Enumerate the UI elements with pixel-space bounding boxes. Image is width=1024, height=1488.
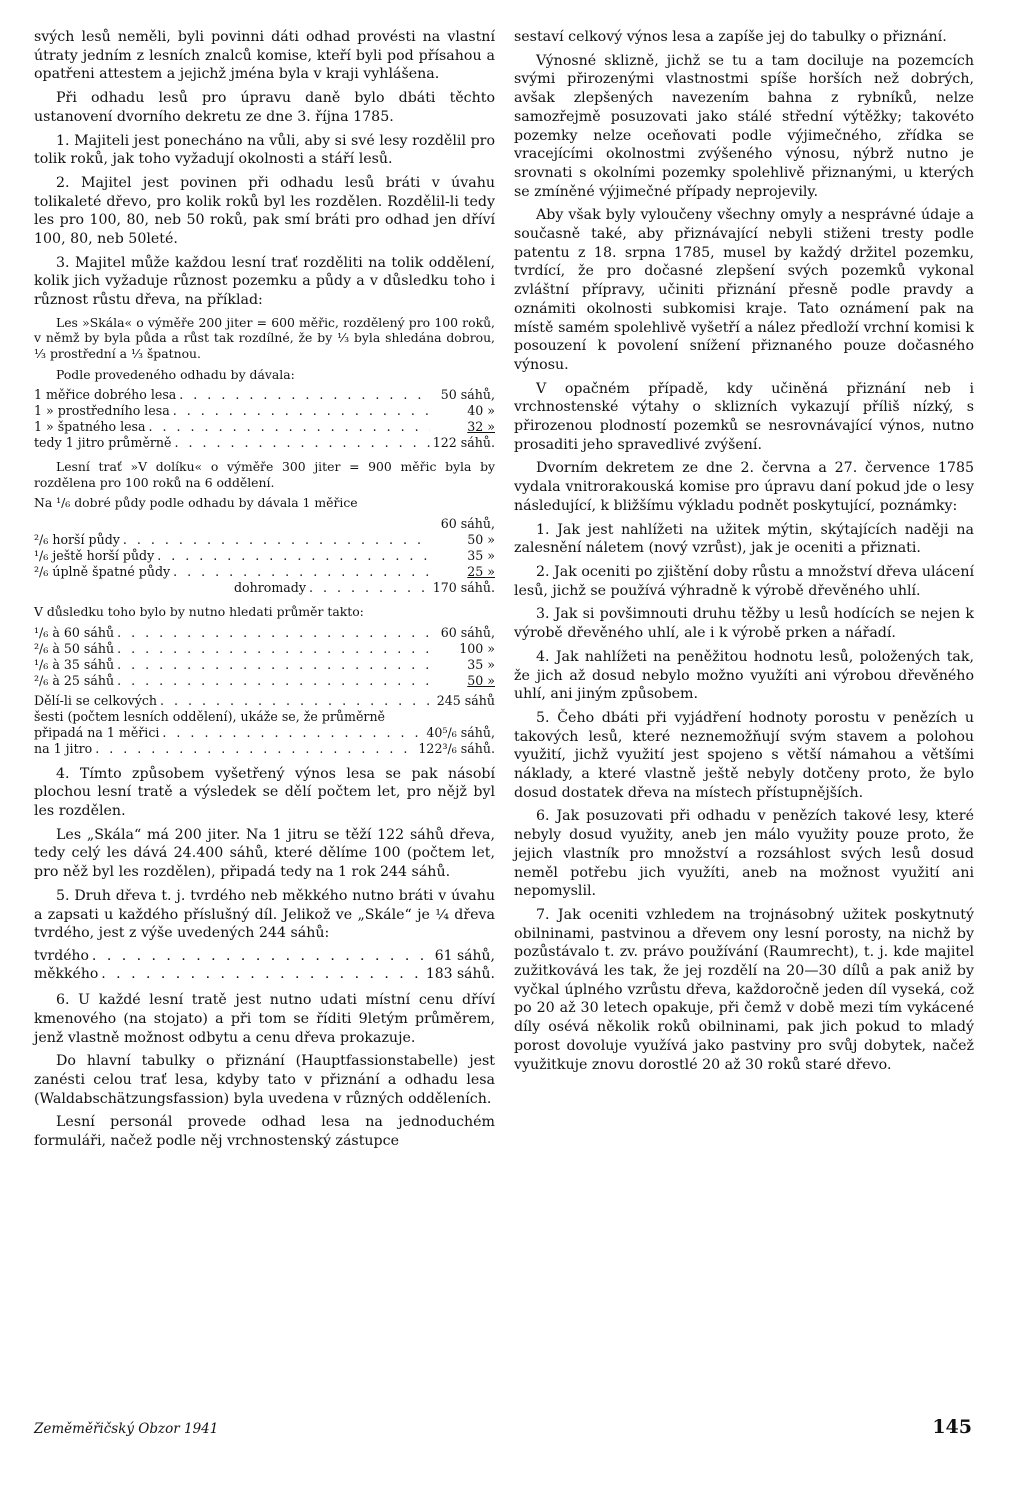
paragraph: 6. U každé lesní tratě jest nutno udati místní cenu dříví kmenového (na stojato) a při tom se říditi 9letým průměrem, jenž vlastně možnost odbytu a cenu dřeva prokazuje. bbox=[34, 992, 495, 1046]
numbered-item: 5. Čeho dbáti při vyjádření hodnoty porostu v penězích u takových lesů, které neznemožňují svým stavem a polohou využití, jichž využití jest spojeno s větší námahou a většími náklady, a které vlastně ještě nebyly dotčeny proto, že bylo dosud dostatek dřeva na místech přístupnějších. bbox=[514, 709, 974, 801]
table-row: připadá na 1 měřici . . . 40⁵/₆ sáhů, bbox=[34, 725, 495, 741]
table-row: Dělí-li se celkových . . . 245 sáhů bbox=[34, 693, 495, 709]
division-text: šesti (počtem lesních oddělení), ukáže se, že průměrně bbox=[34, 708, 386, 724]
table-row: 1 měřice dobrého lesa . . . 50 sáhů, bbox=[34, 387, 495, 403]
numbered-item: 3. Jak si povšimnouti druhu těžby u lesů hodících se nejen k výrobě dřevěného uhlí, ale i k výrobě prken a nářadí. bbox=[514, 606, 974, 642]
average-table bbox=[34, 625, 495, 757]
table-row: ²/₆ à 50 sáhů . . . 100 » bbox=[34, 641, 495, 657]
table-total-row: tedy 1 jitro průměrně . . . 122 sáhů. bbox=[34, 435, 495, 451]
paragraph: 1. Majiteli jest ponecháno na vůli, aby si své lesy rozdělil pro tolik roků, jak toho vyžadují okolnosti a stáří lesů. bbox=[34, 132, 495, 168]
example-intro: Podle provedeného odhadu by dávala: bbox=[56, 366, 295, 382]
table-row: ¹/₆ ještě horší půdy . . . 35 » bbox=[34, 548, 495, 564]
example-intro: Na ¹/₆ dobré půdy podle odhadu by dávala 1 měřice bbox=[34, 495, 358, 511]
table-row: ²/₆ à 25 sáhů . . . 50 » bbox=[34, 673, 495, 689]
table-row: ²/₆ horší půdy . . . 50 » bbox=[34, 532, 495, 548]
left-column bbox=[34, 28, 495, 1156]
right-column bbox=[514, 28, 974, 1079]
paragraph: 3. Majitel může každou lesní trať rozděliti na tolik oddělení, kolik jich vyžaduje různost pozemku a půdy a v důsledku toho i různost růstu dřeva, na příklad: bbox=[34, 254, 495, 309]
table-row: na 1 jitro . . . 122³/₆ sáhů. bbox=[34, 741, 495, 757]
numbered-item: 7. Jak oceniti vzhledem na trojnásobný užitek poskytnutý obilninami, pastvinou a dřevem ony lesní porosty, na nichž by pozůstávalo t. zv. právo používání (Raumrecht), t. j. kde majitel zužitkovává les tak, že jej rozdělí na 20—30 dílů a pak aniž by vyčkal úplného vzrůstu dřeva, každoročně jeden díl vyseká, což po 20 až 30 letech opakuje, při čemž v době mezi tím vykácené díly osévá několik roků obilninami, pak jich pokud to mladý porost dovoluje využívá jako pastviny pro svůj dobytek, načež využitkuje znovu dorostlé 20 až 30 roků staré dřevo. bbox=[514, 906, 974, 1073]
table-row: ¹/₆ à 60 sáhů . . . 60 sáhů, bbox=[34, 625, 495, 641]
table-row: ¹/₆ à 35 sáhů . . . 35 » bbox=[34, 657, 495, 673]
paragraph: Při odhadu lesů pro úpravu daně bylo dbáti těchto ustanovení dvorního dekretu ze dne 3. října 1785. bbox=[34, 90, 495, 125]
table-row: 1 » prostředního lesa . . . 40 » bbox=[34, 403, 495, 419]
table-row: ²/₆ úplně špatné půdy . . . 25 » bbox=[34, 564, 495, 580]
paragraph: Lesní personál provede odhad lesa na jednoduchém formuláři, načež podle něj vrchnostenský zástupce bbox=[34, 1114, 495, 1150]
paragraph: Výnosné sklizně, jichž se tu a tam dociluje na pozemcích svými přirozenými vlastnostmi spíše horších než dobrých, avšak zlepšených navezením bahna z rybníků, nelze samozřejmě posuzovati jako stálé střední výtěžky; takovéto pozemky nelze oceňovati podle výjimečného, zřídka se vracejícími okolnostmi zvýšeného výnosu, nýbrž nutno je srovnati s okolními pozemky spolehlivě přiznanými, u kterých se zmíněné výjimečné případy neprojevily. bbox=[514, 52, 974, 200]
paragraph: V opačném případě, kdy učiněná přiznání neb i vrchnostenské výtahy o sklizních vykazují příliš nízký, s přirozenou plodností pozemků se nesrovnávající výnos, nutno prosaditi jeho spravedlivé zvýšení. bbox=[514, 380, 974, 453]
estimate-table-2 bbox=[34, 516, 495, 596]
paragraph: Les „Skála“ má 200 jiter. Na 1 jitru se těží 122 sáhů dřeva, tedy celý les dává 24.400 sáhů, které dělíme 100 (počtem let, pro něž byl les rozdělen), připadá tedy na 1 rok 244 sáhů. bbox=[34, 826, 495, 881]
example-skala: Les »Skála« o výměře 200 jiter = 600 měřic, rozdělený pro 100 roků, v němž by byla půda a růst tak rozdílné, že by ⅓ byla shledána dobrou, ⅓ prostřední a ⅓ špatnou. bbox=[34, 314, 495, 362]
table-row: tvrdého . . . 61 sáhů, bbox=[34, 948, 495, 966]
table-value: 60 sáhů, bbox=[440, 516, 495, 531]
paragraph: sestaví celkový výnos lesa a zapíše jej do tabulky o přiznání. bbox=[514, 29, 947, 45]
paragraph: 5. Druh dřeva t. j. tvrdého neb měkkého nutno bráti v úvahu a zapsati u každého příslušný díl. Jelikož ve „Skále“ je ¼ dřeva tvrdého, jest z výše uvedených 244 sáhů: bbox=[34, 887, 495, 942]
table-row: měkkého . . . 183 sáhů. bbox=[34, 966, 495, 984]
paragraph: svých lesů neměli, byli povinni dáti odhad provésti na vlastní útraty jedním z lesních znalců komise, kteří byli pod přísahou a opatřeni attestem a jejichž jména byla v kraji vyhlášena. bbox=[34, 29, 495, 83]
journal-footer: Zeměměřičský Obzor 1941 bbox=[34, 1421, 219, 1437]
paragraph: 4. Tímto způsobem vyšetřený výnos lesa se pak násobí plochou lesní tratě a výsledek se dělí počtem let, pro nějž byl les rozdělen. bbox=[34, 765, 495, 819]
numbered-item: 4. Jak nahlížeti na peněžitou hodnotu lesů, položených tak, že jich až dosud nebylo možno využíti ani výrobou dřevěného uhlí, ani jiným způsobem. bbox=[514, 648, 974, 703]
estimate-table-1 bbox=[34, 387, 495, 451]
average-intro: V důsledku toho bylo by nutno hledati průměr takto: bbox=[34, 604, 364, 619]
numbered-item: 6. Jak posuzovati při odhadu v penězích takové lesy, které nebyly dosud využity, aneb jen málo využity pouze proto, že jejich vlastník pro množství a rozsáhlost svých lesů dosud neměl potřebu jich využíti, aneb na možnost využití ani nepomyslil. bbox=[514, 808, 974, 900]
paragraph: 2. Majitel jest povinen při odhadu lesů bráti v úvahu tolikaleté dřevo, pro kolik roků byl les rozdělen. Rozdělil-li tedy les pro 100, 80, neb 50 roků, pak smí bráti pro odhad jen dříví 100, 80, neb 50leté. bbox=[34, 174, 495, 248]
paragraph: Dvorním dekretem ze dne 2. června a 27. července 1785 vydala vnitrorakouská komise pro úpravu daní pokud jde o lesy následující, k bližšímu výkladu podnět poskytující, poznámky: bbox=[514, 460, 974, 514]
example-v-doliku: Lesní trať »V dolíku« o výměře 300 jiter = 900 měřic byla by rozdělena pro 100 roků na 6 oddělení. bbox=[34, 459, 495, 490]
numbered-item: 1. Jak jest nahlížeti na užitek mýtin, skýtajících naději na zalesnění náletem (nový vzrůst), jak je oceniti a přiznati. bbox=[514, 521, 974, 557]
table-total-row: dohromady . . . 170 sáhů. bbox=[34, 580, 495, 596]
wood-type-table bbox=[34, 948, 495, 983]
paragraph: Aby však byly vyloučeny všechny omyly a nesprávné údaje a současně také, aby přiznávající nebyli stiženi tresty podle patentu z 18. srpna 1785, musel by každý držitel pozemku, tvrdící, že pro dočasné zlepšení svých pozemků vykonal zvláštní přípravy, učiniti přiznání přesně podle pravdy a oznámiti okolnosti subkomisi kraje. Tato oznámení pak na místě samém spolehlivě vyšetří a nález předloží vrchní komisi k posouzení k povolení snížení přiznaného pouze dočasného výnosu. bbox=[514, 207, 974, 373]
paragraph: Do hlavní tabulky o přiznání (Hauptfassionstabelle) jest zanésti celou trať lesa, kdyby tato v přiznání a odhadu lesa (Waldabschätzungsfassion) byla uvedena v různých odděleních. bbox=[34, 1053, 495, 1107]
table-row: 1 » špatného lesa . . . 32 » bbox=[34, 419, 495, 435]
page-number: 145 bbox=[932, 1416, 972, 1438]
numbered-item: 2. Jak oceniti po zjištění doby růstu a množství dřeva ulácení lesů, jichž se používá výhradně k výrobě dřevěného uhlí. bbox=[514, 563, 974, 599]
